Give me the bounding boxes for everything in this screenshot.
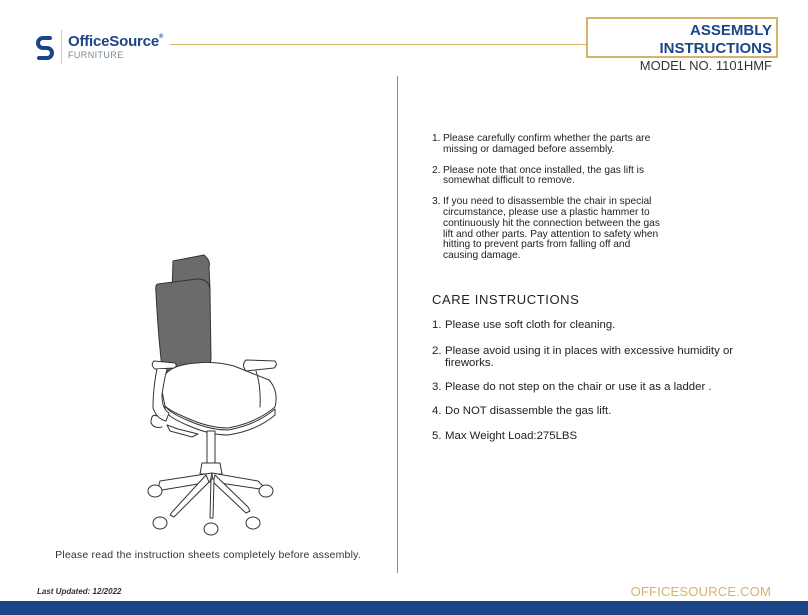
- list-item: 3. Please do not step on the chair or use it as a ladder .: [432, 380, 712, 393]
- title-box: [586, 17, 778, 73]
- header-rule: [170, 44, 586, 45]
- list-item: 3. If you need to disassemble the chair in special circumstance, please use a plastic hammer to continuously hit the connection between the gas lift and other parts. Pay attention to safety when hitting to prevent parts from falling off and causing damage.: [432, 196, 660, 262]
- list-item: 4. Do NOT disassemble the gas lift.: [432, 405, 612, 417]
- list-item: 1. Please carefully confirm whether the parts are missing or damaged before assembly.: [432, 133, 651, 155]
- brand-sub: FURNITURE: [68, 50, 124, 60]
- intro-note: Please read the instruction sheets completely before assembly.: [55, 549, 361, 561]
- list-item: 2. Please avoid using it in places with excessive humidity or fireworks.: [432, 344, 734, 369]
- list-item: 1. Please use soft cloth for cleaning.: [432, 319, 616, 331]
- last-updated: Last Updated: 12/2022: [37, 587, 122, 596]
- assembly-notes: [432, 134, 662, 272]
- website-link[interactable]: OFFICESOURCE.COM: [630, 584, 771, 599]
- column-divider: [397, 76, 398, 573]
- list-item: 5. Max Weight Load:275LBS: [432, 429, 578, 442]
- care-list: [432, 319, 762, 442]
- logo-divider: [61, 30, 62, 64]
- logo-mark-icon: [35, 34, 55, 60]
- brand-logo: [35, 30, 163, 64]
- office-chair-illustration: [140, 253, 290, 538]
- brand-name: OfficeSource®: [68, 33, 164, 50]
- footer-bar: [0, 601, 808, 615]
- list-item: 2. Please note that once installed, the gas lift is somewhat difficult to remove.: [432, 164, 645, 187]
- care-title: CARE INSTRUCTIONS: [432, 292, 580, 307]
- model-number: MODEL NO. 1101HMF: [639, 58, 772, 73]
- document-title: ASSEMBLY INSTRUCTIONS: [659, 22, 772, 57]
